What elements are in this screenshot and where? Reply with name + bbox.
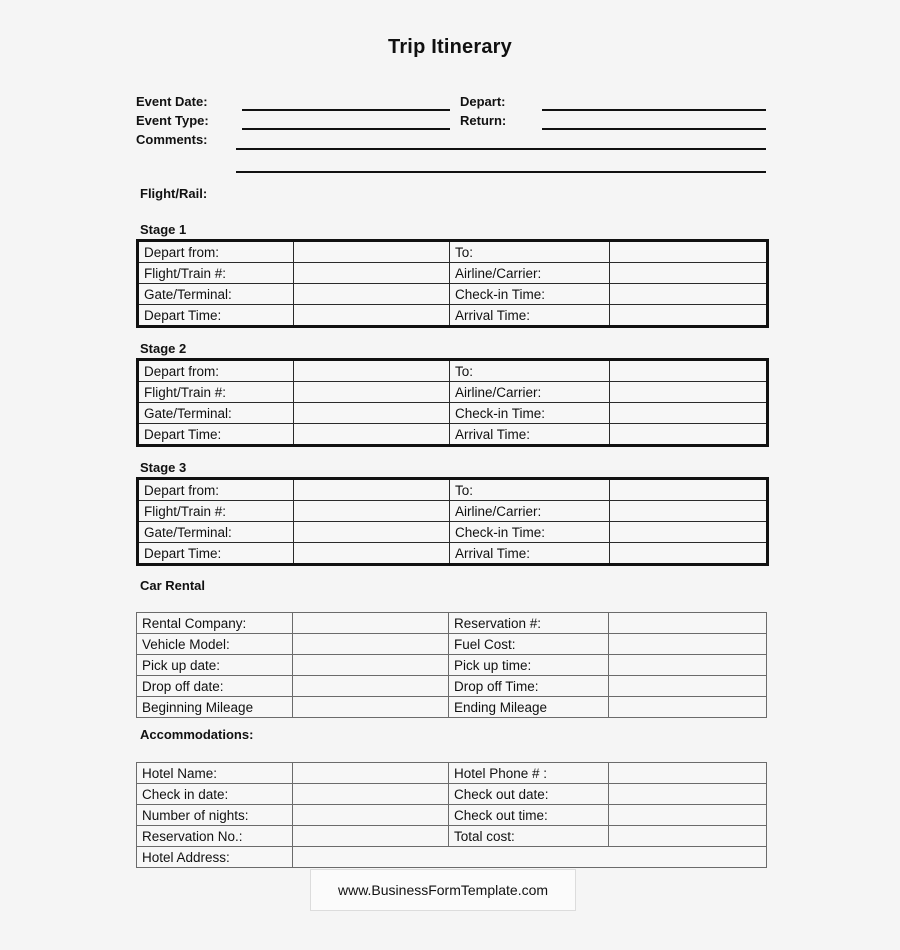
stage-1-row-2-right-label: Check-in Time: [450,284,610,305]
stage-2-row-3-left-value[interactable] [294,424,450,446]
table-row [138,305,768,327]
header-row-event-type [136,113,766,132]
stage-1-row-2-left-value[interactable] [294,284,450,305]
header-row-event-date [136,94,766,113]
table-row [137,613,767,634]
stage-1-row-2-right-value[interactable] [610,284,768,305]
stage-3-row-3-right-value[interactable] [610,543,768,565]
stage-3-row-1-right-value[interactable] [610,501,768,522]
event-date-input-line[interactable] [242,109,450,111]
table-row [138,241,768,263]
car-rental-row-4-right-value[interactable] [609,697,767,718]
stage-3-row-0-right-value[interactable] [610,479,768,501]
stage-1-row-1-left-value[interactable] [294,263,450,284]
stage-2-row-0-left-label: Depart from: [138,360,294,382]
stage-2-row-3-right-label: Arrival Time: [450,424,610,446]
header-row-comments [136,132,766,151]
accommodations-row-1-right-label: Check out date: [449,784,609,805]
car-rental-row-1-left-value[interactable] [293,634,449,655]
stage-3-row-3-right-label: Arrival Time: [450,543,610,565]
stage-2-row-1-left-label: Flight/Train #: [138,382,294,403]
table-row [138,403,768,424]
car-rental-row-3-left-label: Drop off date: [137,676,293,697]
car-rental-row-1-left-label: Vehicle Model: [137,634,293,655]
stage-3-row-3-left-value[interactable] [294,543,450,565]
accommodations-row-1-left-value[interactable] [293,784,449,805]
comments-input-line-2[interactable] [236,171,766,173]
accommodations-row-0-left-value[interactable] [293,763,449,784]
accommodations-row-2-left-value[interactable] [293,805,449,826]
return-label: Return: [460,113,507,128]
stage-3-row-2-right-value[interactable] [610,522,768,543]
stage-2-row-2-right-value[interactable] [610,403,768,424]
stage-2-row-1-right-value[interactable] [610,382,768,403]
accommodations-row-2-right-label: Check out time: [449,805,609,826]
stage-2-row-0-right-value[interactable] [610,360,768,382]
stage-2-row-2-left-label: Gate/Terminal: [138,403,294,424]
stage-2-row-3-left-label: Depart Time: [138,424,294,446]
stage-1-row-3-left-label: Depart Time: [138,305,294,327]
stage-3-row-3-left-label: Depart Time: [138,543,294,565]
table-row [137,676,767,697]
table-row [137,847,767,868]
car-rental-table [136,612,767,718]
car-rental-row-2-right-value[interactable] [609,655,767,676]
comments-label: Comments: [136,132,208,147]
section-heading-flight-rail: Flight/Rail: [140,186,208,201]
car-rental-row-4-right-label: Ending Mileage [449,697,609,718]
stage-1-row-0-left-label: Depart from: [138,241,294,263]
accommodations-row-3-right-value[interactable] [609,826,767,847]
accommodations-row-3-right-label: Total cost: [449,826,609,847]
accommodations-row-0-left-label: Hotel Name: [137,763,293,784]
table-row [138,479,768,501]
car-rental-row-2-left-label: Pick up date: [137,655,293,676]
event-date-label: Event Date: [136,94,208,109]
comments-input-line-1[interactable] [236,148,766,150]
table-row [137,763,767,784]
car-rental-row-3-left-value[interactable] [293,676,449,697]
stage-2-table [136,358,769,447]
table-row [138,543,768,565]
stage-2-row-0-left-value[interactable] [294,360,450,382]
accommodations-table [136,762,767,868]
car-rental-row-4-left-value[interactable] [293,697,449,718]
table-row [138,424,768,446]
stage-3-row-0-left-label: Depart from: [138,479,294,501]
stage-1-row-2-left-label: Gate/Terminal: [138,284,294,305]
accommodations-row-2-right-value[interactable] [609,805,767,826]
stage-heading-1: Stage 1 [140,222,187,237]
stage-3-row-1-left-value[interactable] [294,501,450,522]
table-row [137,655,767,676]
stage-1-row-1-left-label: Flight/Train #: [138,263,294,284]
table-row [138,360,768,382]
stage-1-row-3-left-value[interactable] [294,305,450,327]
stage-3-row-2-left-label: Gate/Terminal: [138,522,294,543]
stage-3-table [136,477,769,566]
table-row [138,382,768,403]
event-type-input-line[interactable] [242,128,450,130]
table-row [138,522,768,543]
stage-2-row-3-right-value[interactable] [610,424,768,446]
page-title: Trip Itinerary [388,36,512,58]
car-rental-row-0-right-label: Reservation #: [449,613,609,634]
table-row [138,501,768,522]
stage-1-table [136,239,769,328]
stage-heading-2: Stage 2 [140,341,187,356]
stage-1-row-1-right-value[interactable] [610,263,768,284]
stage-3-row-0-left-value[interactable] [294,479,450,501]
table-row [138,284,768,305]
car-rental-row-0-right-value[interactable] [609,613,767,634]
car-rental-row-4-left-label: Beginning Mileage [137,697,293,718]
stage-3-row-2-right-label: Check-in Time: [450,522,610,543]
stage-1-row-0-right-label: To: [450,241,610,263]
car-rental-row-1-right-value[interactable] [609,634,767,655]
stage-2-row-2-left-value[interactable] [294,403,450,424]
stage-heading-3: Stage 3 [140,460,187,475]
header-fields-block [136,94,766,151]
stage-3-row-1-right-label: Airline/Carrier: [450,501,610,522]
accommodations-row-0-right-value[interactable] [609,763,767,784]
accommodations-row-2-left-label: Number of nights: [137,805,293,826]
stage-2-row-1-left-value[interactable] [294,382,450,403]
table-row [138,263,768,284]
depart-input-line[interactable] [542,109,766,111]
section-heading-accommodations: Accommodations: [140,727,254,742]
stage-2-row-0-right-label: To: [450,360,610,382]
stage-3-row-2-left-value[interactable] [294,522,450,543]
footer-website-text: www.BusinessFormTemplate.com [337,882,549,898]
accommodations-row-3-left-value[interactable] [293,826,449,847]
return-input-line[interactable] [542,128,766,130]
car-rental-row-3-right-value[interactable] [609,676,767,697]
table-row [137,805,767,826]
car-rental-row-0-left-label: Rental Company: [137,613,293,634]
car-rental-row-2-left-value[interactable] [293,655,449,676]
stage-2-row-2-right-label: Check-in Time: [450,403,610,424]
car-rental-row-0-left-value[interactable] [293,613,449,634]
stage-3-row-1-left-label: Flight/Train #: [138,501,294,522]
accommodations-row-1-left-label: Check in date: [137,784,293,805]
stage-3-row-0-right-label: To: [450,479,610,501]
event-type-label: Event Type: [136,113,209,128]
stage-2-row-1-right-label: Airline/Carrier: [450,382,610,403]
hotel-address-label: Hotel Address: [137,847,293,868]
car-rental-row-1-right-label: Fuel Cost: [449,634,609,655]
table-row [137,826,767,847]
accommodations-row-3-left-label: Reservation No.: [137,826,293,847]
footer-website-box [310,869,576,911]
section-heading-car-rental: Car Rental [140,578,206,593]
car-rental-row-2-right-label: Pick up time: [449,655,609,676]
table-row [137,634,767,655]
table-row [137,784,767,805]
depart-label: Depart: [460,94,506,109]
stage-1-row-3-right-label: Arrival Time: [450,305,610,327]
car-rental-row-3-right-label: Drop off Time: [449,676,609,697]
stage-1-row-3-right-value[interactable] [610,305,768,327]
stage-1-row-0-right-value[interactable] [610,241,768,263]
hotel-address-value[interactable] [293,847,767,868]
accommodations-row-0-right-label: Hotel Phone # : [449,763,609,784]
stage-1-row-0-left-value[interactable] [294,241,450,263]
accommodations-row-1-right-value[interactable] [609,784,767,805]
table-row [137,697,767,718]
stage-1-row-1-right-label: Airline/Carrier: [450,263,610,284]
